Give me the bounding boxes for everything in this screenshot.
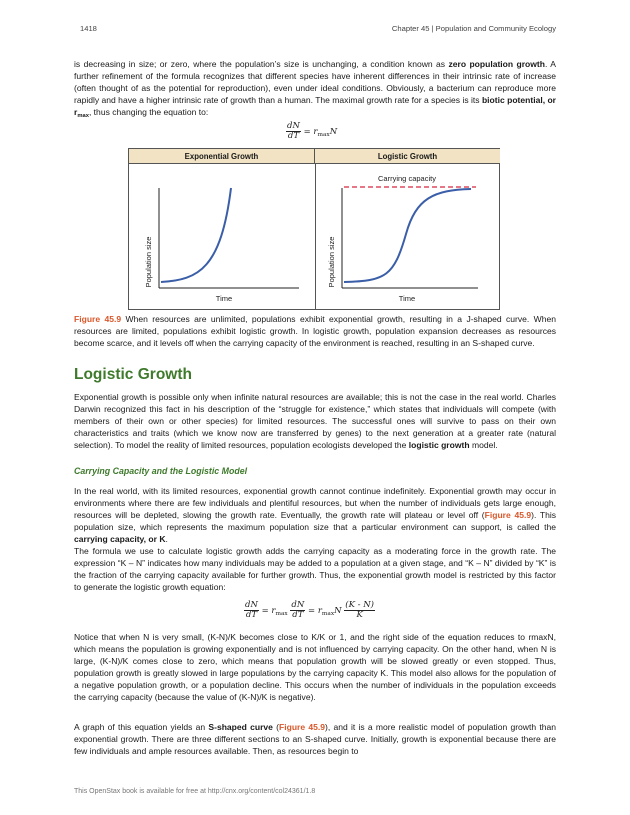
page-number: 1418 bbox=[80, 24, 97, 33]
carrying-capacity-label: Carrying capacity bbox=[378, 174, 436, 183]
y-axis-label: Population size bbox=[144, 236, 153, 288]
paragraph-interpretation: Notice that when N is very small, (K-N)/K becomes close to K/K or 1, and the right side of the equation reduces to rmaxN, which means the population is growing exponentially and is not influenced by carrying capacity. On the other hand, when N is large, (K-N)/K comes close to zero, which means that population growth will be slowed greatly or even stopped. Thus, population growth is greatly slowed in large populations by the carrying capacity K. This model also allows for the population of a negative population growth, or a population decline. This occurs when the number of individuals in the population exceeds the carrying capacity (because the value of (K-N)/K is negative). bbox=[74, 632, 556, 702]
figure-link[interactable]: Figure 45.9 bbox=[484, 509, 532, 520]
y-axis-label: Population size bbox=[327, 236, 336, 288]
figure-45-9 bbox=[128, 148, 500, 310]
figure-link[interactable]: Figure 45.9 bbox=[279, 722, 326, 732]
equation-exponential: $\frac{dN}{dT}$ = $r_{max}N$ bbox=[287, 121, 338, 141]
paragraph-intro: is decreasing in size; or zero, where the population’s size is unchanging, a condition known as zero population growth. A further refinement of the formula recognizes that different species have inherent differences in their intrinsic rate of increase (often thought of as the potential for reproduction), even under ideal conditions. Obviously, a bacterium can reproduce more rapidly and have a higher intrinsic rate of growth than a human. The maximal growth rate for a species is its biotic potential, or $r_{max}$, thus changing the equation to: bbox=[74, 59, 557, 119]
x-axis-label: Time bbox=[398, 294, 416, 303]
paragraph-s-curve: A graph of this equation yields an S-shaped curve (Figure 45.9), and it is a more realistic model of population growth than exponential growth. There are three different sections to an S-shaped curve. Initially, growth is exponential because there are few individuals and ample resources available. Then, as resources begin to bbox=[74, 722, 556, 756]
exponential-graph bbox=[129, 164, 315, 310]
paragraph-logistic-formula: The formula we use to calculate logistic growth adds the carrying capacity as a moderating force in the growth rate. The expression “K – N” indicates how many individuals may be added to a population at a given stage, and “K – N” divided by “K” is the fraction of the carrying capacity available for further growth. Thus, the exponential growth model is restricted by this factor to generate the logistic growth equation: bbox=[74, 546, 556, 592]
subsection-title: Carrying Capacity and the Logistic Model bbox=[74, 466, 248, 476]
footer-note: This OpenStax book is available for free at http://cnx.org/content/col24361/1.8 bbox=[74, 788, 316, 795]
figure-caption: Figure 45.9 When resources are unlimited, populations exhibit exponential growth, resulting in a J-shaped curve. When resources are limited, populations exhibit logistic growth. In logistic growth, population expansion decreases as resources become scarce, and it levels off when the carrying capacity of the environment is reached, resulting in an S-shaped curve. bbox=[74, 314, 556, 348]
logistic-graph bbox=[316, 164, 500, 310]
section-title: Logistic Growth bbox=[74, 366, 192, 383]
logistic-growth-header: Logistic Growth bbox=[315, 149, 500, 164]
x-axis-label: Time bbox=[215, 294, 233, 303]
paragraph-logistic-growth: Exponential growth is possible only when infinite natural resources are available; this is not the case in the real world. Charles Darwin recognized this fact in his description of the “struggle for existence,” which states that individuals will compete (with members of their own or other species) for limited resources. The successful ones will survive to pass on their own characteristics and traits (which we know now are transferred by genes) to the next generation at a greater rate (natural selection). To model the reality of limited resources, population ecologists developed the logistic growth model. bbox=[74, 392, 556, 450]
equation-logistic: $\frac{dN}{dT}$ = $r_{max}$ $\frac{dN}{dT}$ = $r_{max}N$ $\frac{(K - N)}{K}$ bbox=[245, 600, 374, 620]
s-curve bbox=[344, 189, 471, 282]
exponential-growth-header: Exponential Growth bbox=[129, 149, 315, 164]
paragraph-carrying-capacity: In the real world, with its limited resources, exponential growth cannot continue indefinitely. Exponential growth may occur in environments where there are few individuals and plentiful resources, but when the number of individuals gets large enough, resources will be depleted, slowing the growth rate. Eventually, the growth rate will plateau or level off (Figure 45.9). This population size, which represents the maximum population size that a particular environment can support, is called the carrying capacity, or K. bbox=[74, 486, 556, 544]
chapter-header: Chapter 45 | Population and Community Ecology bbox=[391, 24, 556, 33]
j-curve bbox=[161, 188, 231, 282]
